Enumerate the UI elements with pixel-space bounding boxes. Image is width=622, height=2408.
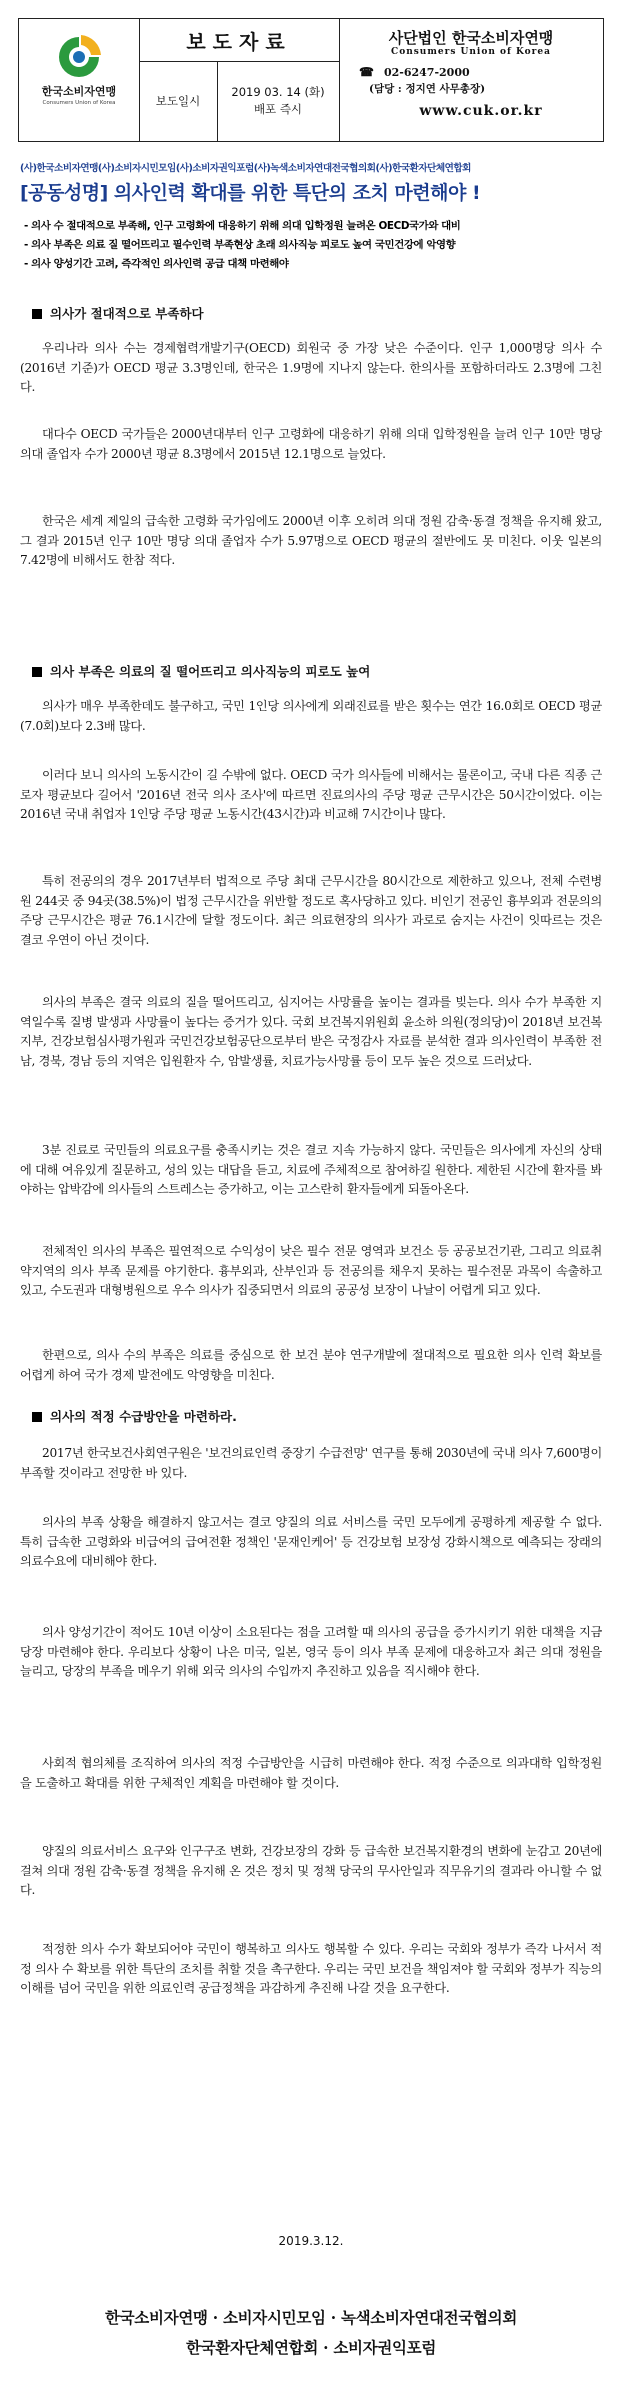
paragraph: 2017년 한국보건사회연구원은 '보건의료인력 중장기 수급전망' 연구를 통해 2030년에 국내 의사 7,600명이 부족할 것이라고 전망한 바 있다. [20,1446,602,1480]
signers [0,2303,622,2363]
phone-number: 02-6247-2000 [383,66,470,79]
section-title: 의사의 적정 수급방안을 마련하라. [50,1409,237,1424]
section-title: 의사 부족은 의료의 질 떨어뜨리고 의사직능의 피로도 높여 [50,664,371,679]
section-heading-3 [32,1407,237,1425]
sign-date: 2019.3.12. [278,2234,344,2248]
paragraph: 사회적 협의체를 조직하여 의사의 적정 수급방안을 시급히 마련해야 한다. 적정 수준으로 의과대학 입학정원을 도출하고 확대를 위한 구체적인 계획을 마련해야 할 것이다. [20,1756,602,1790]
paragraph: 의사 양성기간이 적어도 10년 이상이 소요된다는 점을 고려할 때 의사의 공급을 증가시키기 위한 대책을 지금 당장 마련해야 한다. 우리보다 상황이 나은 미국, 일본, 영국 등이 의사 부족 문제에 대응하고자 최근 의대 정원을 늘리고, 당장의 부족을 메우기 위해 외국 의사의 수입까지 추진하고 있음을 직시해야 한다. [20,1625,602,1678]
summary-bullet: - 의사 부족은 의료 질 떨어뜨리고 필수인력 부족현상 초래 의사직능 피로도 높여 국민건강에 악영향 [24,239,456,251]
paragraph: 양질의 의료서비스 요구와 인구구조 변화, 건강보장의 강화 등 급속한 보건복지환경의 변화에 눈감고 20년에 걸쳐 의대 정원 감축·동결 정책을 유지해 온 것은 정치 및 정책 당국의 무사안일과 직무유기의 결과라 아니할 수 없다. [20,1844,602,1897]
paragraph: 의사의 부족은 결국 의료의 질을 떨어뜨리고, 심지어는 사망률을 높이는 결과를 빚는다. 의사 수가 부족한 지역일수록 질병 발생과 사망률이 높다는 증거가 있다. 국회 보건복지위원회 윤소하 의원(정의당)이 2018년 보건복지부, 건강보험심사평가원과 국민건강보험공단으로부터 받은 국정감사 자료를 분석한 결과 의사인력이 부족한 전남, 경북, 경남 등의 지역은 입원환자 수, 암발생률, 치료가능사망률 등이 모두 높은 것으로 드러났다. [20,995,602,1068]
org-logo [29,33,129,133]
contact-person: (담당 : 정지연 사무총장) [369,83,486,95]
logo-korean-name: 한국소비자연맹 [41,85,117,98]
paragraph: 3분 진료로 국민들의 의료요구를 충족시키는 것은 결코 지속 가능하지 않다. 국민들은 의사에게 자신의 상태에 대해 여유있게 질문하고, 성의 있는 대답을 듣고, 치료에 주체적으로 참여하길 원한다. 제한된 시간에 환자를 봐야하는 압박감에 의사들의 스트레스는 증가하고, 이는 고스란히 환자들에게 되돌아온다. [20,1143,602,1196]
release-date: 2019 03. 14 (화) [231,85,325,99]
logo-english-name: Consumers Union of Korea [42,100,116,106]
org-english-name: Consumers Union of Korea [391,47,551,57]
paragraph: 이러다 보니 의사의 노동시간이 길 수밖에 없다. OECD 국가 의사들에 비해서는 물론이고, 국내 다른 직종 근로자 평균보다 길어서 '2016년 전국 의사 조사'에 따르면 진료의사의 주당 평균 근무시간은 50시간이었다. 이는 2016년 국내 취업자 1인당 주당 평균 노동시간(43시간)과 비교해 7시간이나 많다. [20,768,602,821]
paragraph: 우리나라 의사 수는 경제협력개발기구(OECD) 회원국 중 가장 낮은 수준이다. 인구 1,000명당 의사 수(2016년 기준)가 OECD 평균 3.3명인데, 한국은 1.9명에 지나지 않는다. 한의사를 포함하더라도 2.3명에 그친다. [20,341,602,394]
phone-icon: ☎ [359,65,374,79]
org-phone [359,65,470,79]
summary-bullets [24,217,612,274]
summary-bullet: - 의사 수 절대적으로 부족해, 인구 고령화에 대응하기 위해 의대 입학정원 늘려온 OECD국가와 대비 [24,220,461,232]
paragraph: 적정한 의사 수가 확보되어야 국민이 행복하고 의사도 행복할 수 있다. 우리는 국회와 정부가 즉각 나서서 적정 의사 수 확보를 위한 특단의 조치를 취할 것을 촉구한다. 우리는 국민 보건을 책임져야 할 국회와 정부가 직능의 이해를 넘어 국민을 위한 의료인력 공급정책을 과감하게 추진해 나갈 것을 요구한다. [20,1942,602,1995]
paragraph: 한편으로, 의사 수의 부족은 의료를 중심으로 한 보건 분야 연구개발에 절대적으로 필요한 의사 인력 확보를 어렵게 하여 국가 경제 발전에도 악영향을 미친다. [20,1348,602,1382]
section-title: 의사가 절대적으로 부족하다 [50,306,204,321]
square-bullet-icon [32,1412,42,1422]
date-value-cell [217,61,339,141]
signers-line: 한국소비자연맹 · 소비자시민모임 · 녹색소비자연대전국협의회 [104,2308,518,2327]
paragraph: 의사가 매우 부족한데도 불구하고, 국민 1인당 의사에게 외래진료를 받은 횟수는 연간 16.0회로 OECD 평균(7.0회)보다 2.3배 많다. [20,699,602,733]
paragraph: 특히 전공의의 경우 2017년부터 법적으로 주당 최대 근무시간을 80시간으로 제한하고 있으나, 전체 수련병원 244곳 중 94곳(38.5%)이 법정 근무시간을 위반할 정도로 혹사당하고 있다. 비인기 전공인 흉부외과 전문의의 주당 근무시간은 평균 76.1시간에 달할 정도이다. 최근 의료현장의 의사가 과로로 숨지는 사건이 잇따르는 것은 결코 우연이 아닌 것이다. [20,874,602,947]
cuk-logo-icon [55,33,103,81]
paragraph: 한국은 세계 제일의 급속한 고령화 국가임에도 2000년 이후 오히려 의대 정원 감축·동결 정책을 유지해 왔고, 그 결과 2015년 인구 10만 명당 의대 졸업자 수가 5.97명으로 OECD 평균의 절반에도 못 미친다. 이웃 일본의 7.42명에 비해서도 한참 적다. [20,514,602,567]
org-korean-name: 사단법인 한국소비자연맹 [388,29,554,47]
paragraph: 전체적인 의사의 부족은 필연적으로 수익성이 낮은 필수 전문 영역과 보건소 등 공공보건기관, 그리고 의료취약지역의 의사 부족 문제를 야기한다. 흉부외과, 산부인과 등 전공의를 채우지 못하는 필수전문 과목이 속출하고 있고, 수도권과 대형병원으로 우수 의사가 집중되면서 의료의 공공성 보장이 나날이 어렵게 되고 있다. [20,1244,602,1297]
signers-line: 한국환자단체연합회 · 소비자권익포럼 [185,2338,437,2357]
paragraph: 대다수 OECD 국가들은 2000년대부터 인구 고령화에 대응하기 위해 의대 입학정원을 늘려 인구 10만 명당 의대 졸업자 수가 2000년 평균 8.3명에서 2015년 12.1명으로 늘었다. [20,427,602,461]
header-table [18,18,604,142]
org-info-cell [339,19,603,141]
section-heading-1 [32,304,204,322]
square-bullet-icon [32,667,42,677]
doc-title: 보도자료 [186,29,292,54]
square-bullet-icon [32,309,42,319]
release-note: 배포 즉시 [253,102,303,116]
summary-bullet: - 의사 양성기간 고려, 즉각적인 의사인력 공급 대책 마련해야 [24,258,289,270]
joint-orgs-line: (사)한국소비자연맹(사)소비자시민모임(사)소비자권익포럼(사)녹색소비자연대전국협의회(사)한국환자단체연합회 [20,163,471,174]
paragraph: 의사의 부족 상황을 해결하지 않고서는 결코 양질의 의료 서비스를 국민 모두에게 공평하게 제공할 수 없다. 특히 급속한 고령화와 비급여의 급여전환 정책인 '문재인케어' 등 건강보험 보장성 강화시책으로 예측되는 장래의 의료수요에 대비해야 한다. [20,1515,602,1568]
section-heading-2 [32,662,370,680]
date-label: 보도일시 [155,94,201,108]
org-website[interactable]: www.cuk.or.kr [419,103,543,119]
headline: [공동성명] 의사인력 확대를 위한 특단의 조치 마련해야 ! [20,182,481,204]
